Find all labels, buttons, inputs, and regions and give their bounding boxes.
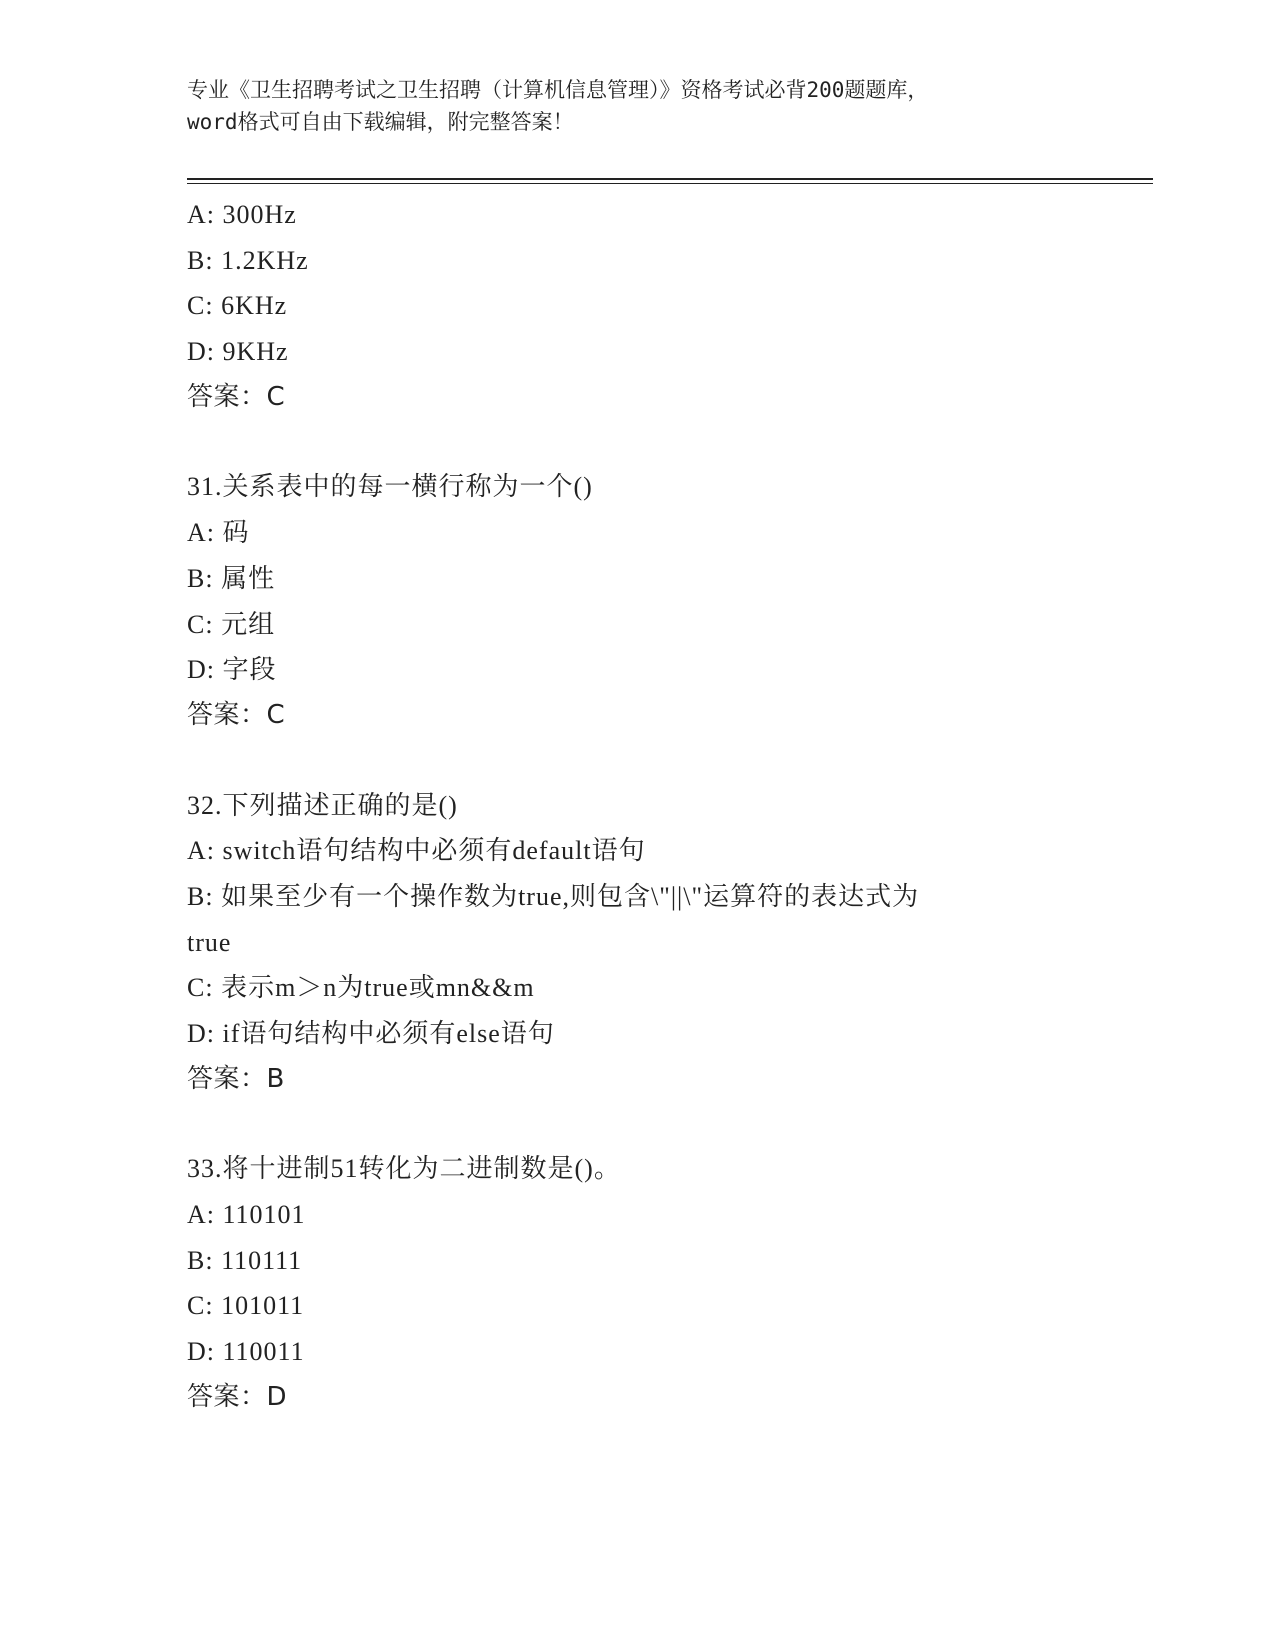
question-stem: 32.下列描述正确的是()	[187, 790, 458, 820]
question-block-31	[187, 464, 1087, 738]
question-stem: 31.关系表中的每一横行称为一个()	[187, 472, 593, 502]
spacer	[187, 1102, 1087, 1146]
option-c: C: 6KHz	[187, 291, 288, 321]
option-a: A: 码	[187, 518, 250, 548]
question-block-30	[187, 192, 1087, 420]
option-a: A: 300Hz	[187, 200, 297, 229]
answer-line: 答案：C	[187, 699, 286, 730]
answer-line: 答案：D	[187, 1381, 288, 1412]
option-c: C: 元组	[187, 609, 276, 639]
header-divider-bottom	[187, 183, 1153, 184]
option-c: C: 101011	[187, 1291, 305, 1321]
option-d: D: 110011	[187, 1337, 305, 1367]
option-d: D: if语句结构中必须有else语句	[187, 1019, 555, 1048]
header-title-line-1: 专业《卫生招聘考试之卫生招聘（计算机信息管理）》资格考试必背200题题库，	[187, 78, 929, 102]
option-a: A: 110101	[187, 1200, 306, 1230]
question-list	[187, 192, 1087, 1421]
option-b: B: 110111	[187, 1245, 303, 1275]
option-d: D: 9KHz	[187, 337, 289, 367]
option-c: C: 表示m＞n为true或mn&&m	[187, 973, 535, 1003]
question-block-32	[187, 783, 1087, 1103]
answer-line: 答案：C	[187, 381, 286, 412]
question-stem: 33.将十进制51转化为二进制数是()。	[187, 1154, 621, 1184]
option-b: B: 1.2KHz	[187, 245, 309, 275]
question-block-33	[187, 1146, 1087, 1420]
spacer	[187, 420, 1087, 464]
document-header	[187, 74, 1087, 138]
spacer	[187, 739, 1087, 783]
answer-line: 答案：B	[187, 1063, 285, 1094]
header-divider-top	[187, 178, 1153, 180]
header-title-line-2: word格式可自由下载编辑，附完整答案！	[187, 110, 574, 134]
option-b: B: 属性	[187, 563, 276, 593]
option-a: A: switch语句结构中必须有default语句	[187, 836, 646, 866]
option-b: B: 如果至少有一个操作数为true,则包含\"||\"运算符的表达式为	[187, 881, 920, 911]
option-b-continuation: true	[187, 927, 232, 957]
option-d: D: 字段	[187, 655, 277, 685]
